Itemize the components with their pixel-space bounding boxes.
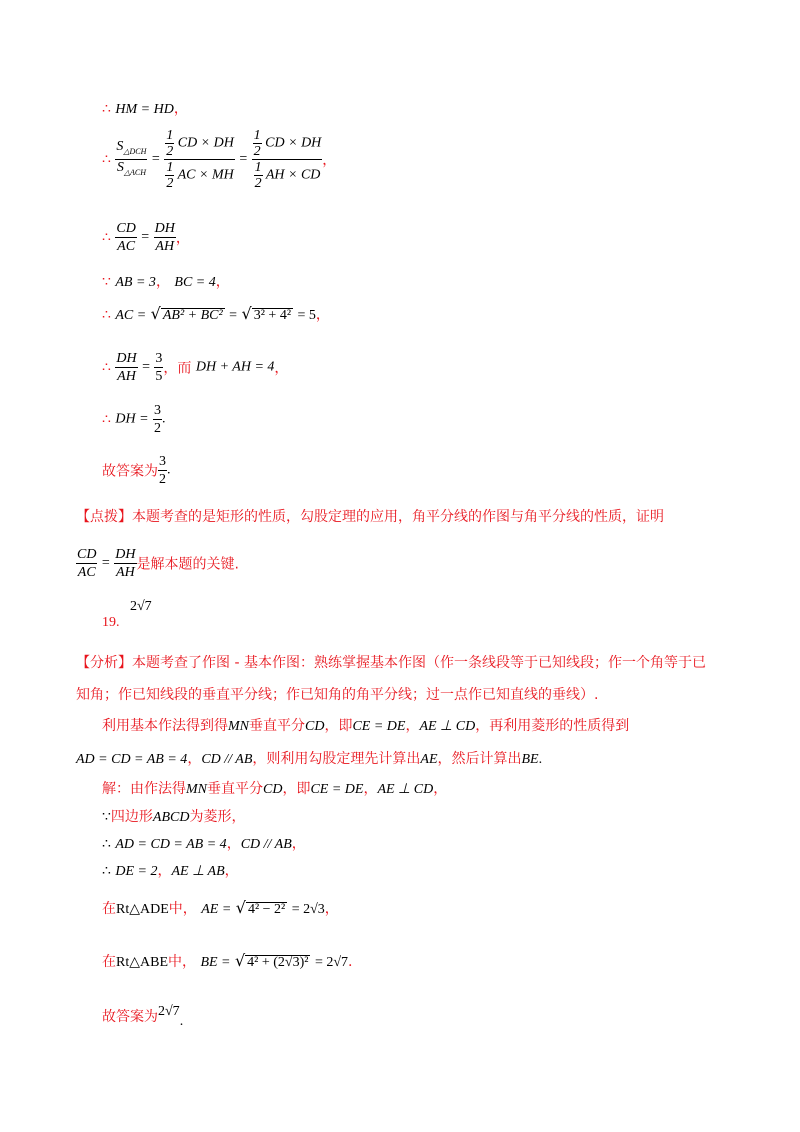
text: 垂直平分 <box>249 718 305 734</box>
math: AE ⊥ CD <box>419 719 476 734</box>
fraction-1 <box>164 128 235 191</box>
text: 利用基本作法得到得 <box>102 718 228 734</box>
math: MN <box>228 719 249 734</box>
rhs: = 5 <box>297 308 316 323</box>
fraction <box>115 350 137 385</box>
den: AC <box>77 565 96 580</box>
f2-num: CD × DH <box>265 135 322 151</box>
equation-ab: AB = 3 <box>115 275 156 290</box>
text: ，则利用勾股定理先计算出 <box>252 751 421 767</box>
line-answer-1 <box>102 453 171 488</box>
text: ， <box>363 781 378 797</box>
half <box>253 128 262 159</box>
line-answer-2 <box>102 1000 184 1029</box>
question-number: 19. <box>102 615 120 630</box>
s-num: S <box>116 139 124 154</box>
equals: = <box>151 151 160 167</box>
text: ，即 <box>324 718 353 734</box>
half-num: 1 <box>166 160 174 175</box>
therefore-symbol: ∴ <box>102 411 111 428</box>
math: AE <box>420 752 438 767</box>
den: AH <box>155 239 175 254</box>
num: 3 <box>154 403 161 418</box>
math: MN <box>186 782 207 797</box>
answer-label: 故答案为 <box>102 1009 158 1025</box>
fraction-2 <box>252 128 323 191</box>
radical-sign: √ <box>241 304 252 323</box>
s-num-sub: △DCH <box>123 147 147 156</box>
math: CE = DE <box>352 719 406 734</box>
den: AH <box>117 369 136 384</box>
text: 四边形 <box>110 809 153 825</box>
therefore-symbol: ∴ <box>102 307 111 323</box>
punct: . <box>167 462 171 478</box>
solution-line-6 <box>102 951 352 971</box>
math: CE = DE <box>310 782 364 797</box>
punct: ， <box>324 901 339 917</box>
equation: HM = HD <box>115 102 174 117</box>
half <box>254 160 263 191</box>
num: DH <box>154 221 175 236</box>
den: AH <box>116 565 135 580</box>
line-cd-ac-ratio <box>102 220 190 255</box>
text: ， <box>226 836 241 852</box>
f2-den: AH × CD <box>265 167 321 183</box>
math: BE <box>521 752 539 767</box>
therefore-symbol: ∴ <box>102 864 111 879</box>
solution-line-4 <box>102 860 239 880</box>
punct: ， <box>155 274 170 290</box>
radicand: 4² + (2√3)² <box>247 955 309 970</box>
solution-line-2 <box>102 806 245 826</box>
therefore-symbol: ∴ <box>102 101 111 117</box>
s-den: S <box>116 160 124 175</box>
half <box>165 160 174 191</box>
punct: . <box>348 954 353 970</box>
text: ， <box>433 781 448 797</box>
f1-num: CD × DH <box>177 135 234 151</box>
den: 2 <box>159 472 166 487</box>
math: CD // AB <box>240 837 292 852</box>
lhs: DH = <box>115 411 149 427</box>
equals: = <box>142 359 150 375</box>
text: 在 <box>102 954 116 970</box>
math: AD = CD = AB = 4 <box>115 837 227 852</box>
area-ratio-fraction <box>115 139 147 180</box>
text: 垂直平分 <box>207 781 263 797</box>
num: CD <box>77 547 97 562</box>
den: 2 <box>154 421 161 436</box>
num: 3 <box>159 454 166 469</box>
rhs: = 2√7 <box>314 955 349 970</box>
answer-label: 故答案为 <box>102 463 158 480</box>
fraction <box>76 546 97 581</box>
analysis-method-line-2 <box>76 748 542 768</box>
num: DH <box>116 351 137 366</box>
equals: = <box>229 308 238 323</box>
equation: DH + AH = 4 <box>195 359 275 375</box>
fraction <box>114 546 136 581</box>
text: ， <box>224 863 239 879</box>
radical-sign: √ <box>150 304 161 323</box>
line-dh-result <box>102 402 166 437</box>
answer-value: 2√7 <box>158 1004 180 1019</box>
hint-paragraph: 【点拨】本题考查的是矩形的性质，勾股定理的应用，角平分线的作图与角平分线的性质，证明 <box>76 509 664 525</box>
num: CD <box>116 221 136 236</box>
punct: ， <box>274 360 289 377</box>
fraction <box>154 220 176 255</box>
text: ，再利用菱形的性质得到 <box>475 718 630 734</box>
equals: = <box>141 229 150 245</box>
s-den-sub: △ACH <box>123 168 146 177</box>
line-area-ratio <box>102 128 336 191</box>
connector-text: ，而 <box>163 360 192 377</box>
line-ac-pythagoras <box>102 304 330 324</box>
punct: ， <box>315 307 330 323</box>
punct: ， <box>215 274 230 290</box>
answer-value: 2√7 <box>129 599 152 614</box>
math: AE ⊥ CD <box>377 782 434 797</box>
fraction <box>115 220 136 255</box>
num: DH <box>115 547 136 562</box>
math: AE ⊥ AB <box>171 864 225 879</box>
text: 在 <box>102 901 116 917</box>
text: ，即 <box>282 781 311 797</box>
punct: . <box>162 411 166 427</box>
punct: . <box>538 752 543 767</box>
punct: . <box>179 1014 184 1029</box>
half-den: 2 <box>166 144 174 159</box>
equals: = <box>101 555 110 571</box>
equals: = <box>239 151 248 167</box>
hint-tail: 是解本题的关键. <box>136 556 239 573</box>
math: DE = 2 <box>115 864 158 879</box>
punct: ， <box>173 101 188 117</box>
radical-sign: √ <box>235 898 246 917</box>
radical-sign: √ <box>234 951 246 970</box>
fraction <box>153 402 162 437</box>
radicand: 4² − 2² <box>247 902 286 917</box>
lhs: BE = <box>200 955 231 970</box>
radicand: AB² + BC² <box>162 308 223 323</box>
solution-line-5 <box>102 898 339 918</box>
punct: ， <box>322 152 337 169</box>
text: 中， <box>168 954 196 970</box>
punct: ， <box>175 230 190 247</box>
half-num: 1 <box>253 128 261 143</box>
math: CD <box>305 719 325 734</box>
f1-den: AC × MH <box>177 167 234 183</box>
question-19-answer <box>102 598 152 630</box>
therefore-symbol: ∴ <box>102 229 111 246</box>
because-symbol: ∵ <box>102 810 111 825</box>
text: 解：由作法得 <box>102 781 186 797</box>
half <box>165 128 174 159</box>
therefore-symbol: ∴ <box>102 837 111 852</box>
line-hm-hd <box>102 98 188 118</box>
math: AD = CD = AB = 4 <box>76 752 188 767</box>
fraction <box>158 453 167 488</box>
half-den: 2 <box>166 176 174 191</box>
solution-line-3 <box>102 833 306 853</box>
radicand: 3² + 4² <box>253 308 292 323</box>
lhs: AC = <box>115 308 147 323</box>
hint-formula-line <box>76 546 239 581</box>
equation-bc: BC = 4 <box>174 275 216 290</box>
half-den: 2 <box>253 144 261 159</box>
text: 为菱形， <box>189 809 246 825</box>
half-den: 2 <box>254 176 262 191</box>
therefore-symbol: ∴ <box>102 151 111 168</box>
rhs: = 2√3 <box>291 902 325 917</box>
triangle: Rt△ABE <box>116 955 168 970</box>
den: 5 <box>155 369 163 384</box>
solution-line-1 <box>102 778 447 798</box>
line-dh-ah-ratio <box>102 350 288 385</box>
math: CD // AB <box>201 752 253 767</box>
lhs: AE = <box>201 902 232 917</box>
analysis-method-line-1 <box>102 715 629 735</box>
text: ， <box>187 751 202 767</box>
math: ABCD <box>152 810 190 825</box>
math: CD <box>263 782 283 797</box>
half-num: 1 <box>166 128 174 143</box>
num: 3 <box>155 351 163 366</box>
half-num: 1 <box>254 160 262 175</box>
den: AC <box>117 239 136 254</box>
analysis-paragraph-1: 【分析】本题考查了作图 - 基本作图：熟练掌握基本作图（作一条线段等于已知线段；作一个角等于已 <box>76 655 706 671</box>
text: ， <box>157 863 172 879</box>
text: 中， <box>168 901 197 917</box>
line-given-ab-bc <box>102 271 230 291</box>
text: ， <box>291 836 306 852</box>
triangle: Rt△ADE <box>116 902 169 917</box>
text: ， <box>405 718 420 734</box>
therefore-symbol: ∴ <box>102 359 111 376</box>
analysis-paragraph-2: 知角；作已知线段的垂直平分线；作已知角的角平分线；过一点作已知直线的垂线）. <box>76 687 599 703</box>
because-symbol: ∵ <box>102 274 111 290</box>
text: ，然后计算出 <box>437 751 522 767</box>
